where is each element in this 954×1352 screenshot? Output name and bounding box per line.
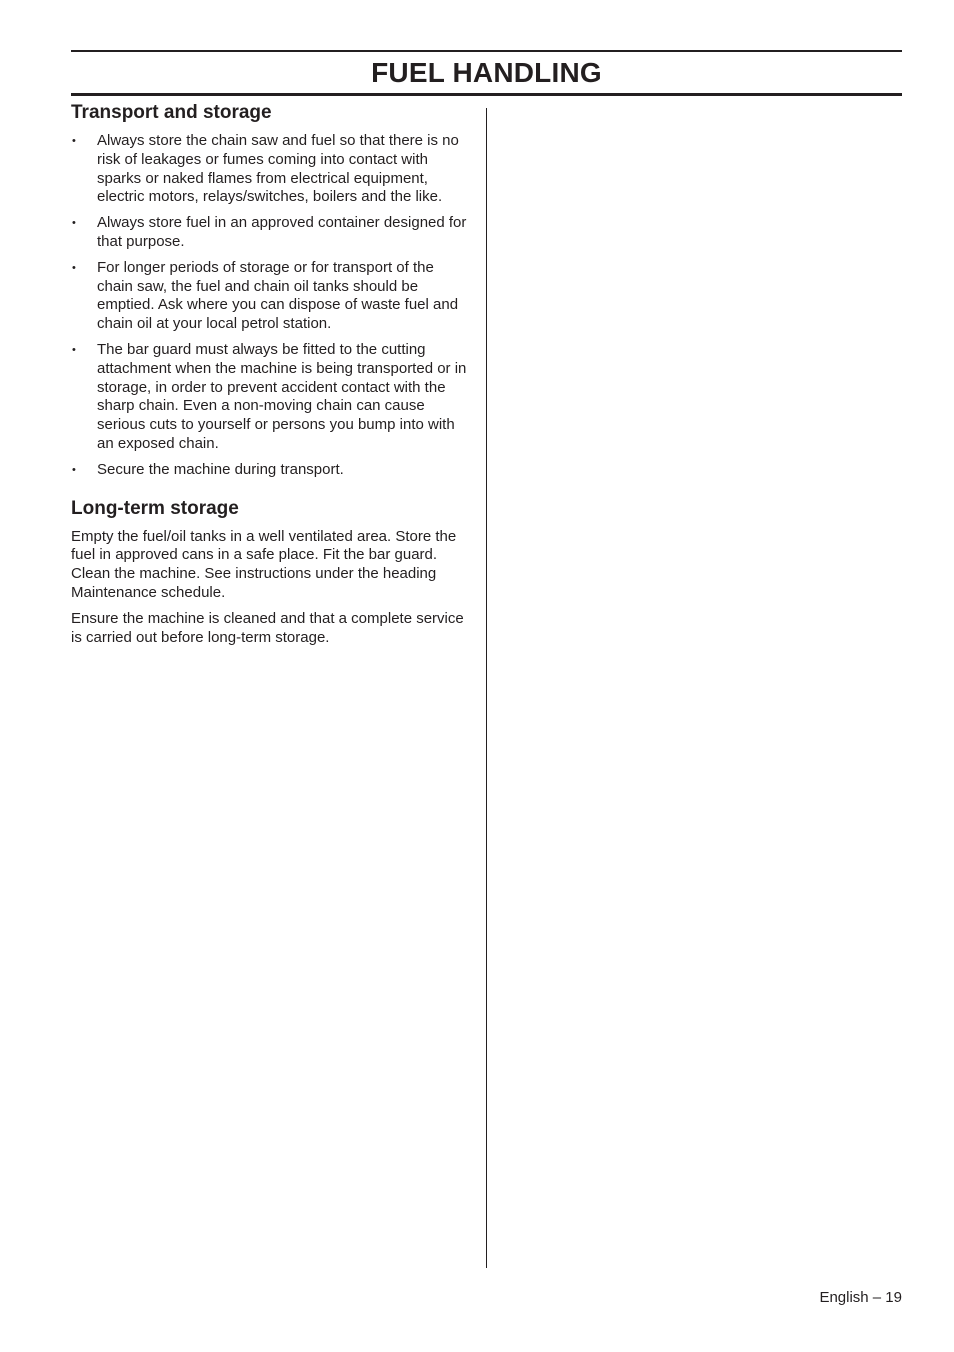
section-heading-longterm: Long-term storage — [71, 497, 239, 519]
list-item — [71, 341, 471, 454]
left-column — [71, 100, 471, 654]
header-bottom-rule — [71, 93, 902, 96]
list-item-text: Always store fuel in an approved container designed for that purpose. — [97, 214, 467, 250]
list-item — [71, 461, 471, 480]
header-top-rule — [71, 50, 902, 52]
list-item-text: Always store the chain saw and fuel so that there is no risk of leakages or fumes coming into contact with sparks or naked flames from electrical equipment, electric motors, relays/switches, boilers and the like. — [97, 132, 459, 206]
page-title: FUEL HANDLING — [371, 57, 602, 88]
paragraph: Ensure the machine is cleaned and that a complete service is carried out before long-term storage. — [71, 609, 464, 646]
column-divider — [486, 108, 487, 1268]
list-item — [71, 214, 471, 252]
list-item-text: Secure the machine during transport. — [97, 460, 344, 478]
bullet-icon: • — [72, 261, 76, 274]
bullet-icon: • — [72, 217, 76, 230]
list-item — [71, 259, 471, 334]
transport-bullet-list — [71, 132, 471, 480]
page-footer: English – 19 — [819, 1289, 902, 1306]
list-item-text: The bar guard must always be fitted to the cutting attachment when the machine is being transported or in storage, in order to prevent accident contact with the sharp chain. Even a non-moving chain can cause serious cuts to yourself or persons you bump into with an exposed chain. — [97, 340, 467, 452]
bullet-icon: • — [72, 343, 76, 356]
list-item-text: For longer periods of storage or for transport of the chain saw, the fuel and chain oil tanks should be emptied. Ask where you can dispose of waste fuel and chain oil at your local petrol station. — [97, 258, 459, 333]
list-item — [71, 132, 471, 207]
section-heading-transport: Transport and storage — [71, 102, 272, 123]
bullet-icon: • — [72, 463, 76, 476]
paragraph: Empty the fuel/oil tanks in a well ventilated area. Store the fuel in approved cans in a safe place. Fit the bar guard. Clean the machine. See instructions under the heading Maintenance schedule. — [71, 527, 457, 601]
bullet-icon: • — [72, 135, 76, 147]
